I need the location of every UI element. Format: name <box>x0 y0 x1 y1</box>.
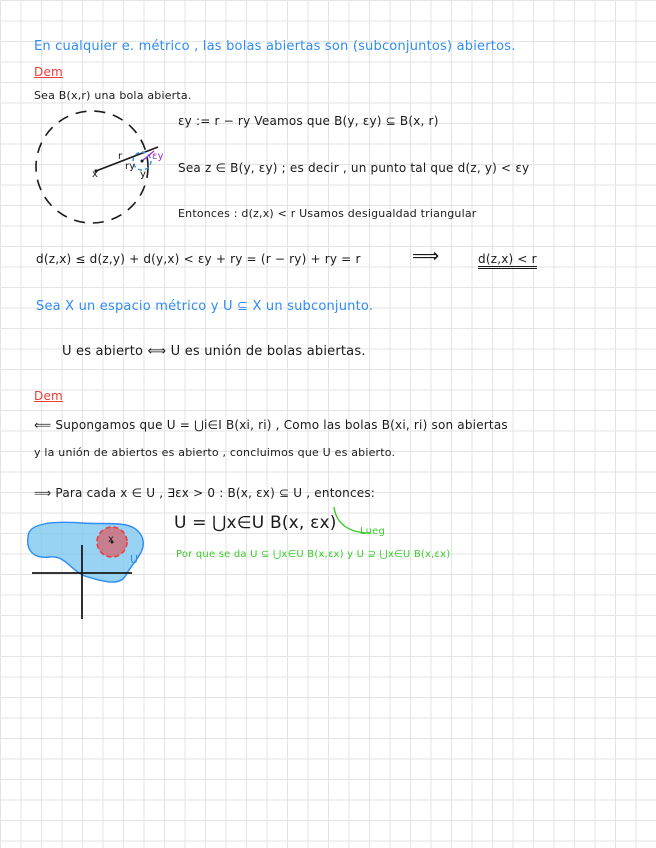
diagram-y-label: y <box>140 169 147 180</box>
right-direction-line: ⟹ Para cada x ∈ U , ∃εx > 0 : B(x, εx) ⊆ U , entonces: <box>34 486 376 500</box>
equivalence-text: U es abierto ⟺ U es unión de bolas abiertas. <box>62 344 366 359</box>
result-text: d(z,x) < r <box>478 253 537 269</box>
diagram-x-label: x <box>92 169 99 180</box>
left-direction-line2: y la unión de abiertos es abierto , concluimos que U es abierto. <box>34 446 396 459</box>
sea-z-text: Sea z ∈ B(y, εy) ; es decir , un punto tal que d(z, y) < εy <box>178 161 530 175</box>
sea-bola-text: Sea B(x,r) una bola abierta. <box>34 89 192 102</box>
theorem-statement: Sea X un espacio métrico y U ⊆ X un subconjunto. <box>36 299 374 314</box>
y-point <box>141 160 144 163</box>
green-arrow-label: Lueg <box>360 526 386 537</box>
union-formula: U = ⋃x∈U B(x, εx) <box>174 513 337 533</box>
diagram-r-label: r <box>118 151 123 162</box>
diagram-ey-label: εy <box>152 151 164 162</box>
diagram-x2-label: x <box>108 534 115 545</box>
dem-label-2: Dem <box>34 389 63 403</box>
ey-definition: εy := r − ry Veamos que B(y, εy) ⊆ B(x, r) <box>178 114 439 128</box>
heading-text: En cualquier e. métrico , las bolas abiertas son (subconjuntos) abiertos. <box>34 39 516 54</box>
implies-arrow: ⟹ <box>412 245 440 267</box>
diagram-u-label: U <box>130 553 139 566</box>
entonces-text: Entonces : d(z,x) < r Usamos desigualdad triangular <box>178 207 477 220</box>
green-arrow <box>330 505 380 545</box>
green-note: Por que se da U ⊆ ⋃x∈U B(x,εx) y U ⊇ ⋃x∈U B(x,εx) <box>176 549 451 560</box>
union-diagram <box>22 515 152 625</box>
ball-diagram <box>30 105 170 235</box>
diagram-ry-label: ry <box>125 161 136 172</box>
left-direction-line1: ⟸ Supongamos que U = ⋃i∈I B(xi, ri) , Como las bolas B(xi, ri) son abiertas <box>34 418 508 432</box>
dem-label-1: Dem <box>34 65 63 79</box>
inequality-chain: d(z,x) ≤ d(z,y) + d(y,x) < εy + ry = (r − ry) + ry = r <box>36 252 361 266</box>
